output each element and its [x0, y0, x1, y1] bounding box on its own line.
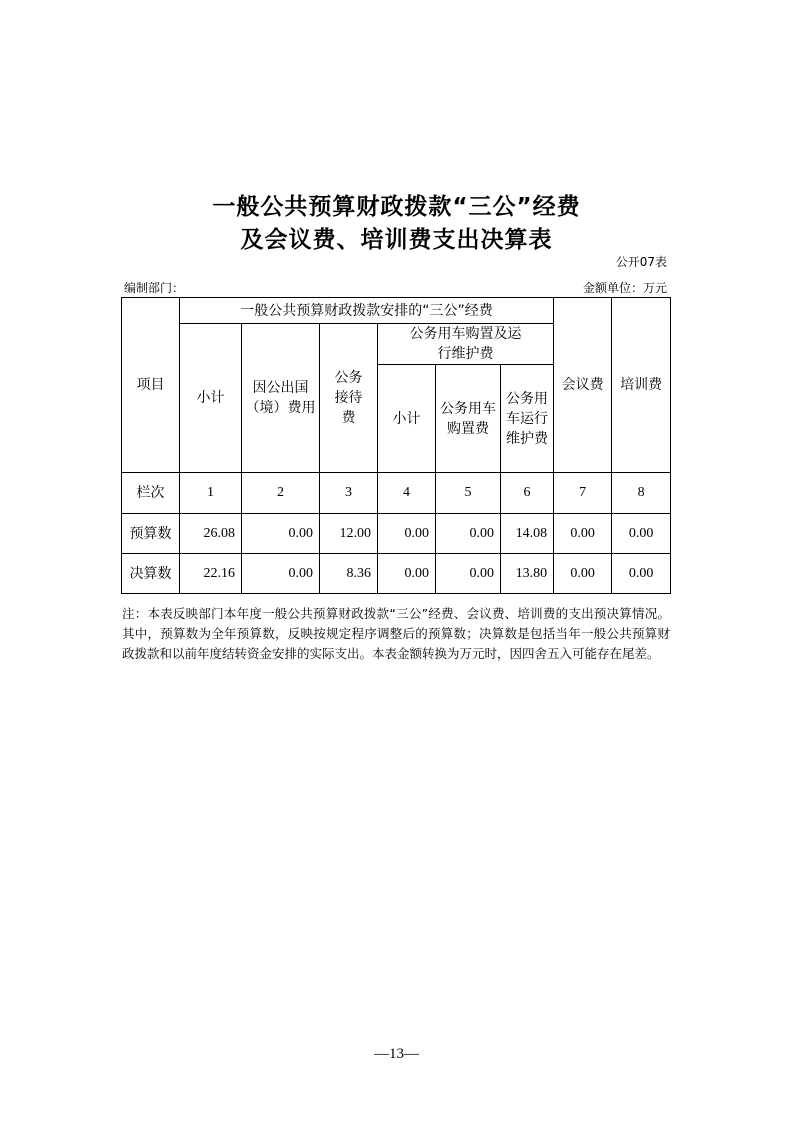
column-number: 8 [612, 473, 671, 514]
report-title-line2: 及会议费、培训费支出决算表 [240, 227, 553, 253]
column-number: 7 [554, 473, 612, 514]
header-vehicle-subtotal: 小计 [378, 365, 436, 473]
header-subtotal: 小计 [180, 324, 242, 473]
cell-value: 0.00 [554, 514, 612, 554]
header-abroad: 因公出国（境）费用 [242, 324, 320, 473]
expense-table [121, 297, 671, 594]
unit-label: 金额单位：万元 [582, 281, 667, 295]
table-row-budget [122, 514, 671, 554]
cell-value: 26.08 [180, 514, 242, 554]
column-number: 4 [378, 473, 436, 514]
row-label-budget: 预算数 [122, 514, 180, 554]
cell-value: 22.16 [180, 554, 242, 594]
report-title-line1: 一般公共预算财政拨款“三公”经费 [212, 194, 581, 220]
cell-value: 0.00 [378, 554, 436, 594]
page-number: —13— [374, 1046, 419, 1062]
header-sangong-group: 一般公共预算财政拨款安排的“三公”经费 [180, 298, 554, 324]
cell-value: 0.00 [554, 554, 612, 594]
cell-value: 0.00 [242, 554, 320, 594]
header-item: 项目 [122, 298, 180, 473]
footnote: 注：本表反映部门本年度一般公共预算财政拨款“三公”经费、会议费、培训费的支出预决算情况。其中，预算数为全年预算数，反映按规定程序调整后的预算数；决算数是包括当年一般公共预算财政拨款和以前年度结转资金安排的实际支出。本表金额转换为万元时，因四舍五入可能存在尾差。 [122, 606, 670, 661]
column-number: 2 [242, 473, 320, 514]
cell-value: 13.80 [501, 554, 554, 594]
header-reception: 公务接待费 [320, 324, 378, 473]
cell-value: 0.00 [612, 554, 671, 594]
column-number: 5 [436, 473, 501, 514]
header-meeting: 会议费 [554, 298, 612, 473]
form-code: 公开07表 [615, 255, 667, 269]
column-number: 3 [320, 473, 378, 514]
cell-value: 0.00 [612, 514, 671, 554]
cell-value: 8.36 [320, 554, 378, 594]
header-vehicle-purchase: 公务用车购置费 [436, 365, 501, 473]
column-number: 1 [180, 473, 242, 514]
cell-value: 0.00 [378, 514, 436, 554]
header-vehicle-group: 公务用车购置及运行维护费 [378, 324, 554, 365]
table-row-final [122, 554, 671, 594]
header-vehicle-operation: 公务用车运行维护费 [501, 365, 554, 473]
column-number-label: 栏次 [122, 473, 180, 514]
column-number-row [122, 473, 671, 514]
cell-value: 0.00 [242, 514, 320, 554]
header-training: 培训费 [612, 298, 671, 473]
column-number: 6 [501, 473, 554, 514]
row-label-final: 决算数 [122, 554, 180, 594]
cell-value: 0.00 [436, 554, 501, 594]
dept-label: 编制部门： [124, 281, 185, 295]
cell-value: 14.08 [501, 514, 554, 554]
cell-value: 0.00 [436, 514, 501, 554]
cell-value: 12.00 [320, 514, 378, 554]
